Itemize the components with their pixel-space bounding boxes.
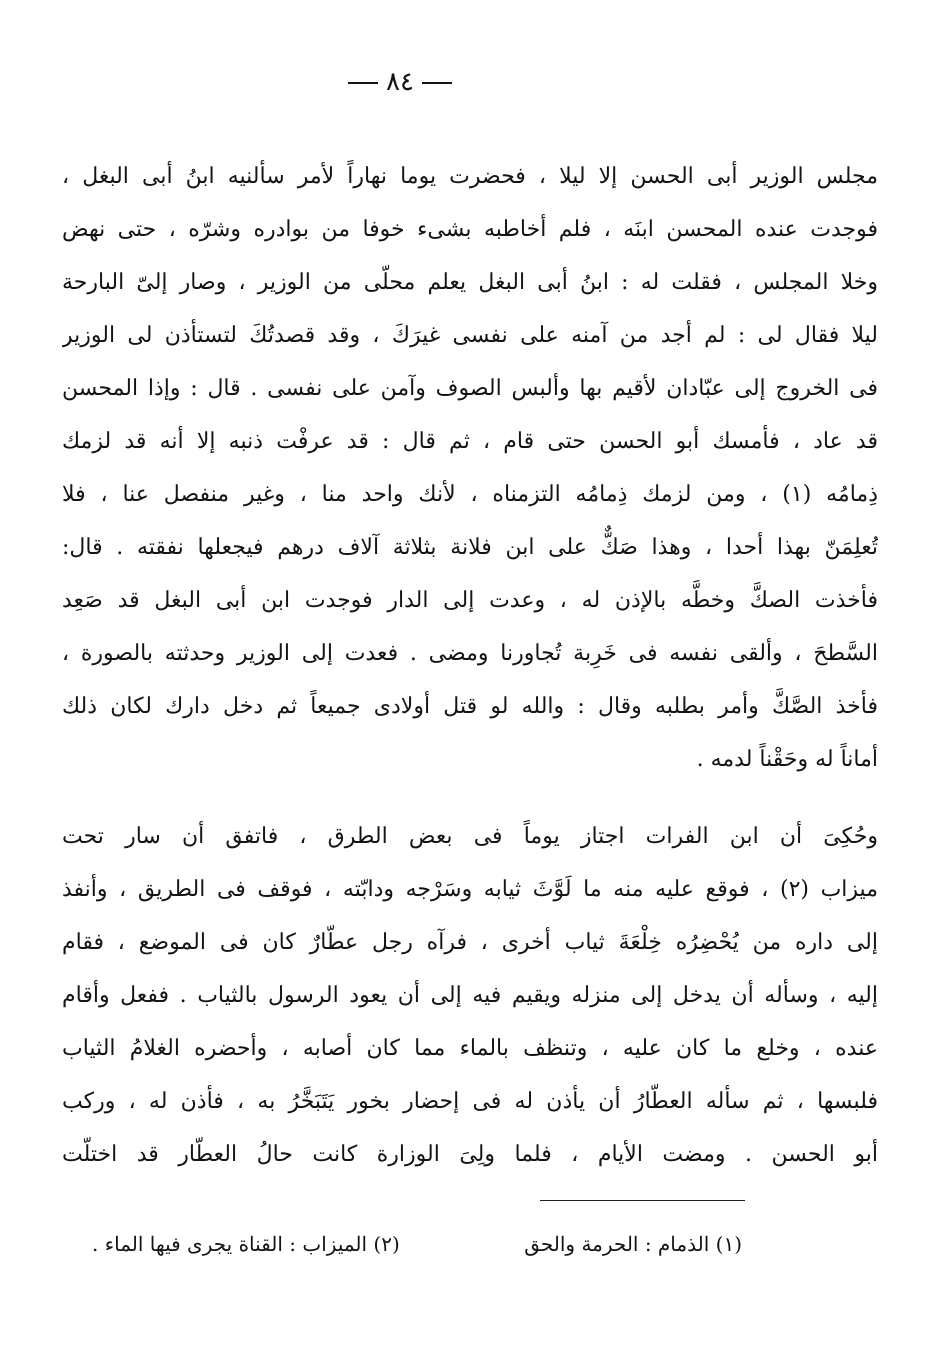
text-line: السَّطحَ ، وألقى نفسه فى خَرِبة تُجاورنا ومضى . فعدت إلى الوزير وحدثته بالصورة ،: [62, 641, 878, 666]
footnote-2: (٢) الميزاب : القناة يجرى فيها الماء .: [92, 1232, 400, 1256]
page-number-dash-left: [348, 82, 378, 84]
page-number-dash-right: [422, 82, 452, 84]
text-line: فوجدت عنده المحسن ابنَه ، فلم أخاطبه بشىء خوفا من بوادره وشرّه ، حتى نهض: [62, 217, 878, 242]
text-line: فأخذت الصكَّ وخطَّه بالإذن له ، وعدت إلى الدار فوجدت ابن أبى البغل قد صَعِد: [62, 588, 878, 613]
text-line: إليه ، وسأله أن يدخل إلى منزله ويقيم فيه إلى أن يعود الرسول بالثياب . ففعل وأقام: [62, 983, 878, 1008]
text-line: عنده ، وخلع ما كان عليه ، وتنظف بالماء مما كان أصابه ، وأحضره الغلامُ الثياب: [62, 1036, 878, 1061]
text-line: إلى داره من يُحْضِرُه خِلْعَةَ ثياب أخرى ، فرآه رجل عطّارٌ كان فى الموضع ، فقام: [62, 930, 878, 955]
text-line: ميزاب (٢) ، فوقع عليه منه ما لَوَّثَ ثيابه وسَرْجه ودابّته ، فوقف فى الطريق ، وأنفذ: [62, 877, 878, 902]
text-line: ليلا فقال لى : لم أجد من آمنه على نفسى غيرَكَ ، وقد قصدتُكَ لتستأذن لى الوزير: [62, 323, 878, 348]
page-number-text: ٨٤: [386, 67, 414, 97]
text-line: فأخذ الصَّكَّ وأمر بطلبه وقال : والله لو قتل أولادى جميعاً ثم دخل دارك لكان ذلك: [62, 694, 878, 719]
footnote-1: (١) الذمام : الحرمة والحق: [524, 1232, 742, 1256]
text-line: قد عاد ، فأمسك أبو الحسن حتى قام ، ثم قال : قد عرفْت ذنبه إلا أنه قد لزمك: [62, 429, 878, 454]
text-line: ذِمامُه (١) ، ومن لزمك ذِمامُه التزمناه ، لأنك واحد منا ، وغير منفصل عنا ، فلا: [62, 482, 878, 507]
text-line: أبو الحسن . ومضت الأيام ، فلما ولِىَ الوزارة كانت حالُ العطّار قد اختلّت: [62, 1142, 878, 1167]
footnotes: [62, 1226, 742, 1262]
paragraph-2: [62, 810, 878, 1181]
text-line: أماناً له وحَقْناً لدمه .: [696, 747, 878, 772]
text-line: تُعلِمَنّ بهذا أحدا ، وهذا صَكٌّ على ابن فلانة بثلاثة آلاف درهم فيجعلها نفقته . قال:: [62, 535, 878, 560]
page-number: [0, 62, 800, 102]
text-line: وحُكِىَ أن ابن الفرات اجتاز يوماً فى بعض الطرق ، فاتفق أن سار تحت: [62, 824, 878, 849]
footnote-divider: [540, 1200, 745, 1201]
text-line: مجلس الوزير أبى الحسن إلا ليلا ، فحضرت يوما نهاراً لأمر سألنيه ابنُ أبى البغل ،: [62, 164, 878, 189]
text-line: فى الخروج إلى عبّادان لأقيم بها وألبس الصوف وآمن على نفسى . قال : وإذا المحسن: [62, 376, 878, 401]
text-line: فلبسها ، ثم سأله العطّارُ أن يأذن له فى إحضار بخور يَتَبَخَّرُ به ، فأذن له ، وركب: [62, 1089, 878, 1114]
paragraph-1: [62, 150, 878, 786]
text-line: وخلا المجلس ، فقلت له : ابنُ أبى البغل يعلم محلّى من الوزير ، وصار إلىّ البارحة: [62, 270, 878, 295]
